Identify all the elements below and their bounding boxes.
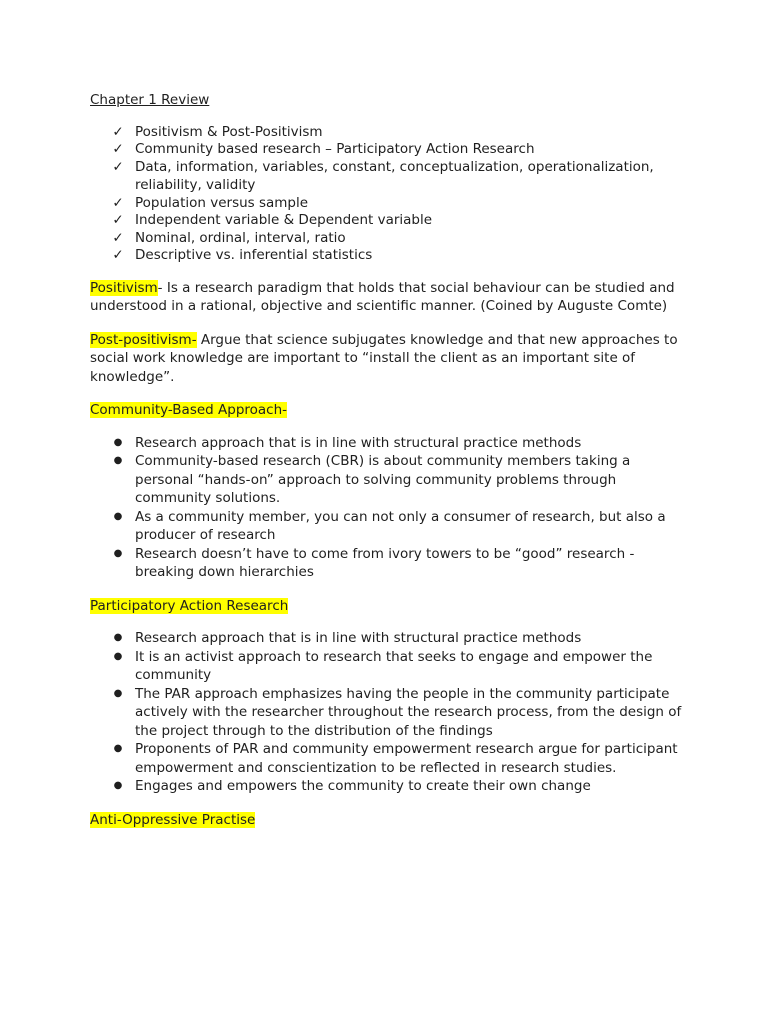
- bullet-icon: ●: [113, 780, 123, 791]
- list-item: ● Proponents of PAR and community empowerment research argue for participant empowerment and conscientization to be reflected in research studies.: [90, 740, 690, 777]
- list-item: ● Research approach that is in line with structural practice methods: [90, 434, 690, 453]
- par-heading: Participatory Action Research: [90, 597, 289, 614]
- bullet-icon: ●: [113, 743, 123, 754]
- post-positivism-definition: [90, 331, 690, 387]
- bullet-icon: ●: [113, 687, 123, 699]
- list-item: ● Research approach that is in line with structural practice methods: [90, 629, 690, 648]
- community-based-list: [90, 434, 690, 582]
- bullet-icon: ●: [113, 632, 123, 643]
- check-icon: ✓: [112, 141, 124, 157]
- check-icon: ✓: [112, 229, 124, 246]
- checklist-item: ✓ Descriptive vs. inferential statistics: [112, 247, 373, 263]
- bullet-icon: ●: [113, 510, 123, 522]
- document-page: [90, 91, 690, 843]
- check-icon: ✓: [112, 123, 124, 140]
- check-icon: ✓: [112, 212, 124, 228]
- bullet-icon: ●: [113, 436, 123, 448]
- anti-oppressive-heading: Anti-Oppressive Practise: [90, 811, 256, 828]
- list-item: ● Research doesn’t have to come from ivory towers to be “good” research - breaking down hierarchies: [90, 545, 690, 582]
- checklist-item: ✓ Positivism & Post-Positivism: [112, 123, 323, 140]
- list-item: ● The PAR approach emphasizes having the people in the community participate actively with the researcher throughout the research process, from the design of the project through to the distribution of the findings: [90, 685, 690, 741]
- check-icon: ✓: [112, 158, 124, 175]
- check-icon: ✓: [112, 194, 124, 211]
- positivism-definition: [90, 279, 690, 316]
- positivism-text: - Is a research paradigm that holds that social behaviour can be studied and understood in a rational, objective and scientific manner. (Coined by Auguste Comte): [90, 279, 675, 314]
- post-positivism-text: Argue that science subjugates knowledge and that new approaches to social work knowledge are important to “install the client as an important site of knowledge”.: [90, 331, 678, 385]
- checklist-item: ✓ Data, information, variables, constant, conceptualization, operationalization, reliability, validity: [112, 158, 654, 193]
- checklist-item: ✓ Community based research – Participatory Action Research: [112, 141, 535, 157]
- review-checklist: [90, 123, 690, 265]
- checklist-item: ✓ Independent variable & Dependent variable: [112, 212, 433, 228]
- bullet-icon: ●: [113, 650, 123, 662]
- list-item: ● As a community member, you can not only a consumer of research, but also a producer of research: [90, 508, 690, 545]
- community-based-heading: Community-Based Approach-: [90, 402, 288, 418]
- bullet-icon: ●: [113, 547, 123, 559]
- list-item: ● It is an activist approach to research that seeks to engage and empower the community: [90, 648, 690, 685]
- positivism-term: Positivism: [90, 279, 158, 296]
- list-item: ● Engages and empowers the community to create their own change: [90, 777, 690, 796]
- chapter-title: Chapter 1 Review: [90, 92, 210, 108]
- bullet-icon: ●: [113, 455, 123, 466]
- check-icon: ✓: [112, 247, 124, 263]
- checklist-item: ✓ Nominal, ordinal, interval, ratio: [112, 229, 346, 246]
- checklist-item: ✓ Population versus sample: [112, 194, 309, 211]
- post-positivism-term: Post-positivism-: [90, 331, 197, 348]
- list-item: ● Community-based research (CBR) is about community members taking a personal “hands-on” approach to solving community problems through community solutions.: [90, 452, 690, 508]
- par-list: [90, 629, 690, 796]
